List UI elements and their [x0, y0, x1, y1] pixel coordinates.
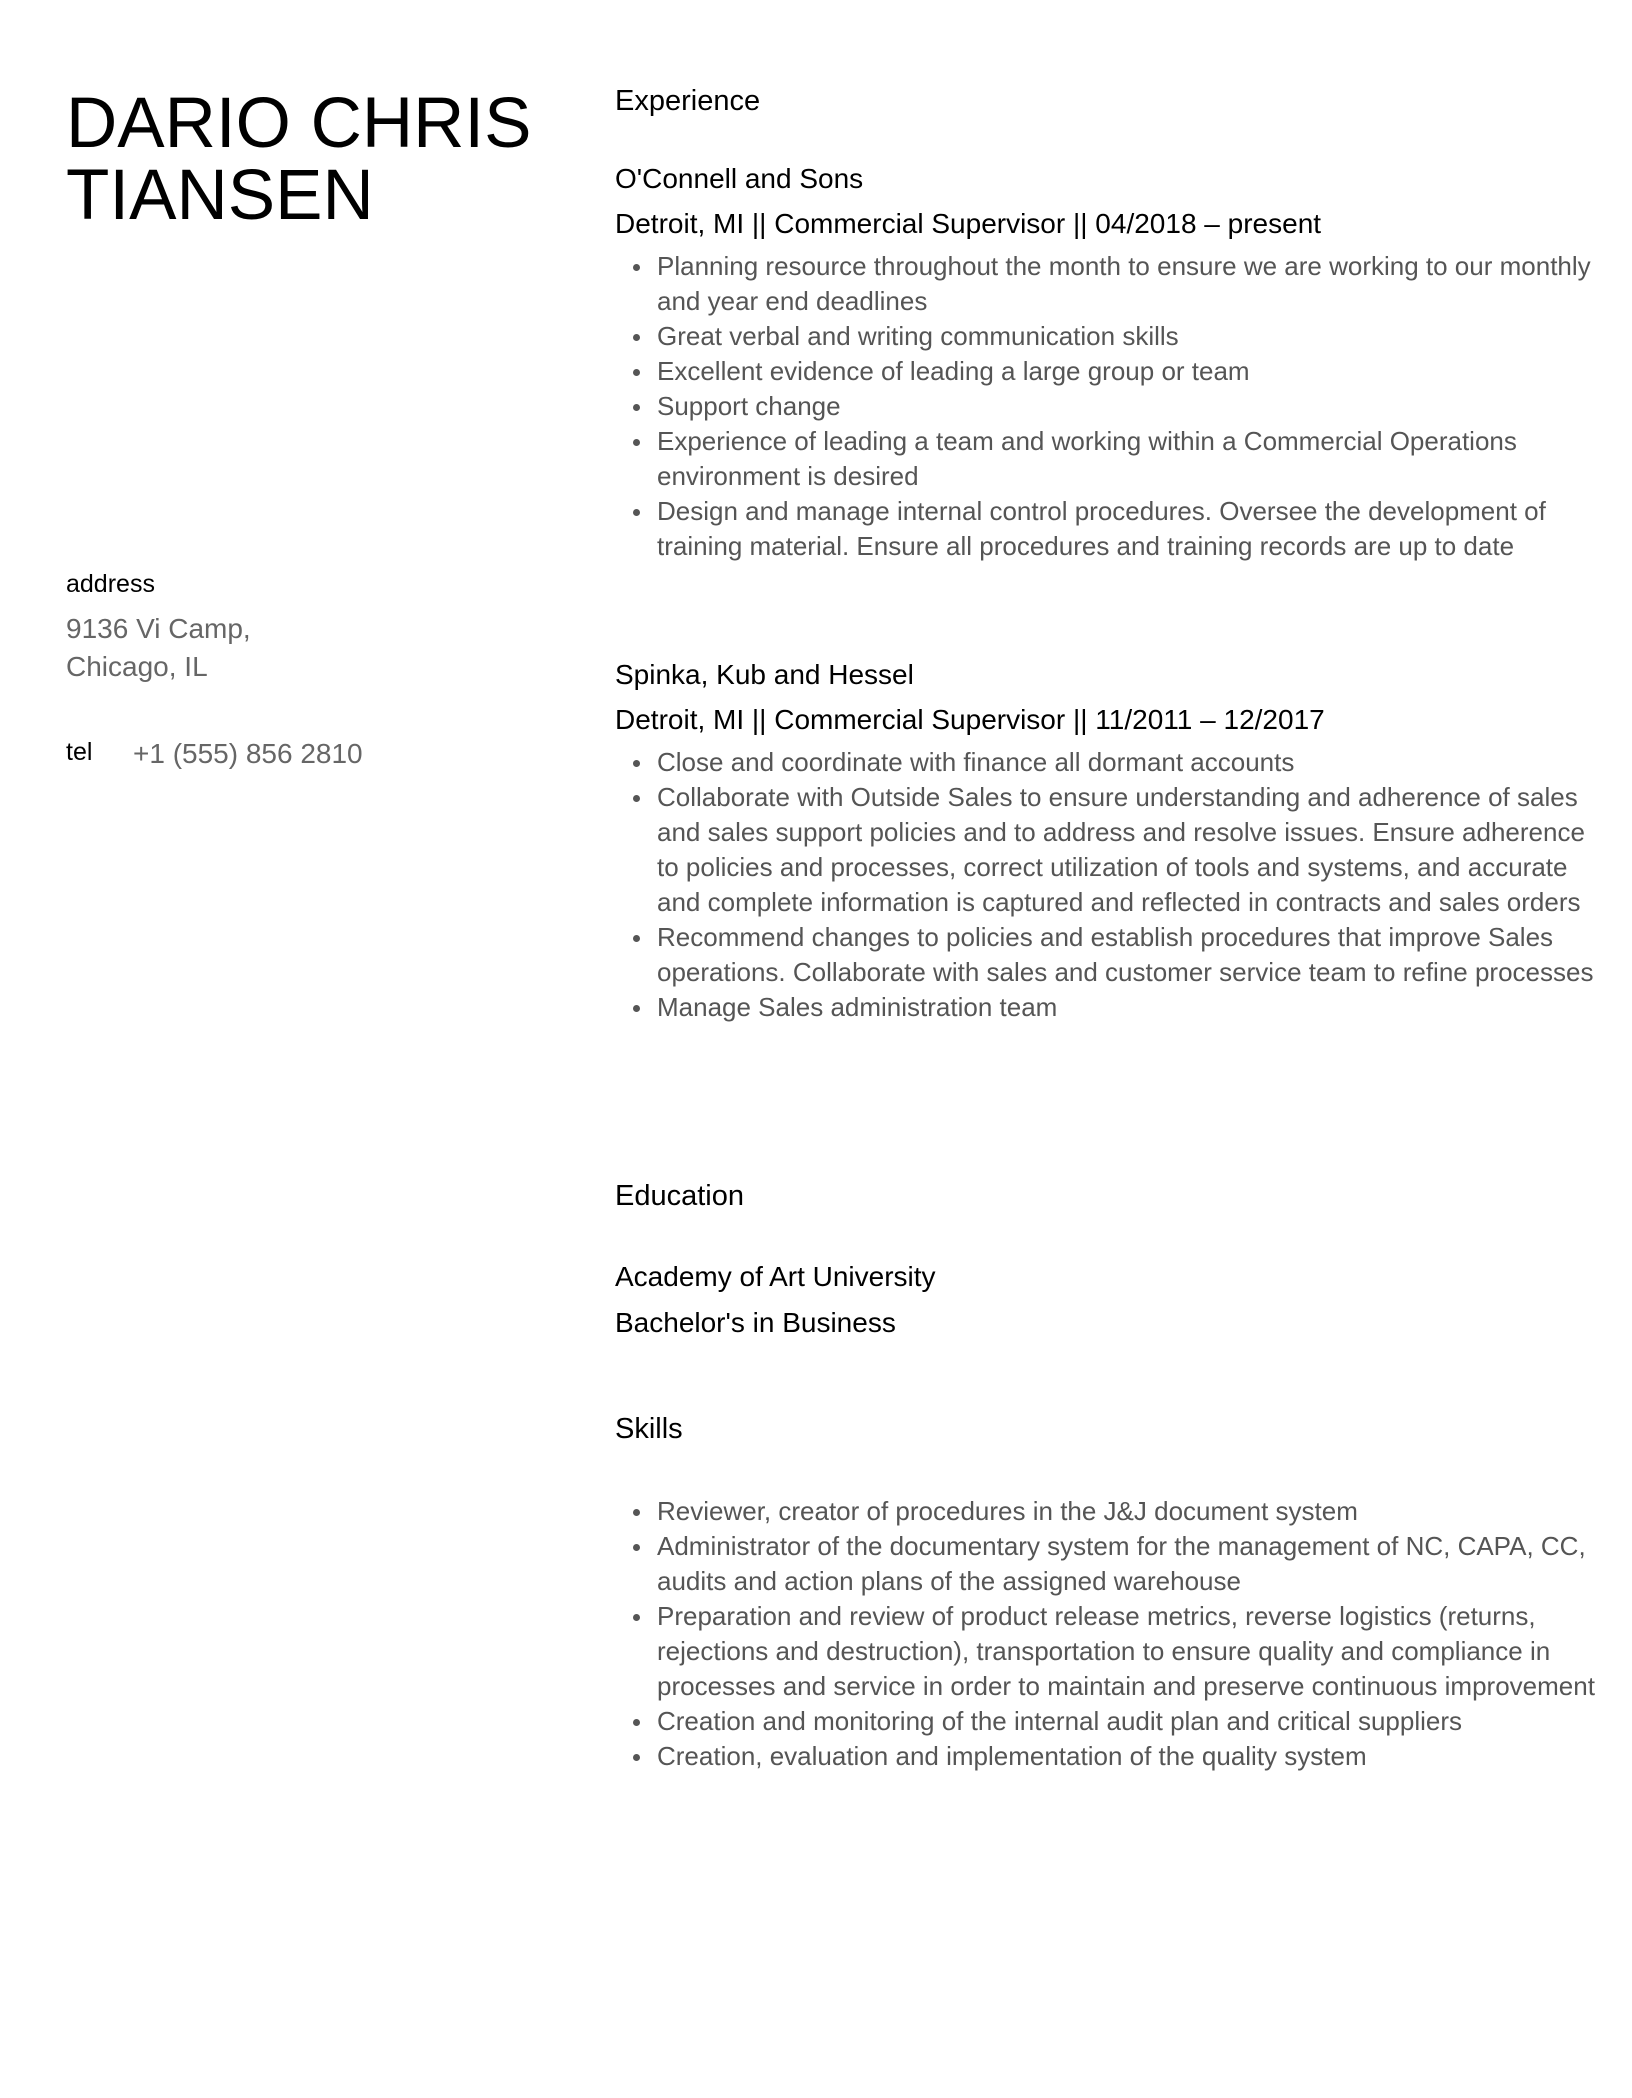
education-degree: Bachelor's in Business — [615, 1307, 896, 1338]
list-item: Experience of leading a team and working within a Commercial Operations environment is desired — [657, 424, 1607, 494]
job-meta: Detroit, MI || Commercial Supervisor || 11/2011 – 12/2017 — [615, 704, 1325, 735]
list-item: Preparation and review of product release metrics, reverse logistics (returns, rejections and destruction), transportation to ensure quality and compliance in processes and service in order to maintain and preserve continuous improvement — [657, 1599, 1607, 1704]
list-item: Administrator of the documentary system for the management of NC, CAPA, CC, audits and action plans of the assigned warehouse — [657, 1529, 1607, 1599]
address-line-1: 9136 Vi Camp, — [66, 613, 251, 644]
job-company: O'Connell and Sons — [615, 163, 864, 194]
skills-heading: Skills — [615, 1413, 683, 1445]
list-item: Design and manage internal control procedures. Oversee the development of training material. Ensure all procedures and training records are up to date — [657, 494, 1607, 564]
list-item: Excellent evidence of leading a large group or team — [657, 354, 1607, 389]
job-meta: Detroit, MI || Commercial Supervisor || 04/2018 – present — [615, 208, 1322, 239]
tel-label: tel — [66, 738, 93, 766]
education-school: Academy of Art University — [615, 1261, 936, 1292]
list-item: Close and coordinate with finance all dormant accounts — [657, 745, 1607, 780]
education-heading: Education — [615, 1180, 744, 1212]
list-item: Great verbal and writing communication skills — [657, 319, 1607, 354]
address-label: address — [66, 570, 155, 598]
list-item: Recommend changes to policies and establish procedures that improve Sales operations. Collaborate with sales and customer service team to refine processes — [657, 920, 1607, 990]
list-item: Creation, evaluation and implementation of the quality system — [657, 1739, 1607, 1774]
list-item: Manage Sales administration team — [657, 990, 1607, 1025]
list-item: Reviewer, creator of procedures in the J&J document system — [657, 1494, 1607, 1529]
job-bullet-list — [615, 249, 1607, 564]
job-company: Spinka, Kub and Hessel — [615, 659, 914, 690]
list-item: Support change — [657, 389, 1607, 424]
list-item: Planning resource throughout the month to ensure we are working to our monthly and year end deadlines — [657, 249, 1607, 319]
skills-list — [615, 1494, 1607, 1774]
experience-heading: Experience — [615, 85, 761, 117]
list-item: Collaborate with Outside Sales to ensure understanding and adherence of sales and sales support policies and to address and resolve issues. Ensure adherence to policies and processes, correct utilization of tools and systems, and accurate and complete information is captured and reflected in contracts and sales orders — [657, 780, 1607, 920]
job-bullet-list — [615, 745, 1607, 1025]
left-column — [66, 84, 566, 235]
address-line-2: Chicago, IL — [66, 651, 208, 682]
tel-value: +1 (555) 856 2810 — [133, 738, 363, 769]
candidate-name: DARIO CHRISTIANSEN — [66, 84, 532, 235]
list-item: Creation and monitoring of the internal audit plan and critical suppliers — [657, 1704, 1607, 1739]
